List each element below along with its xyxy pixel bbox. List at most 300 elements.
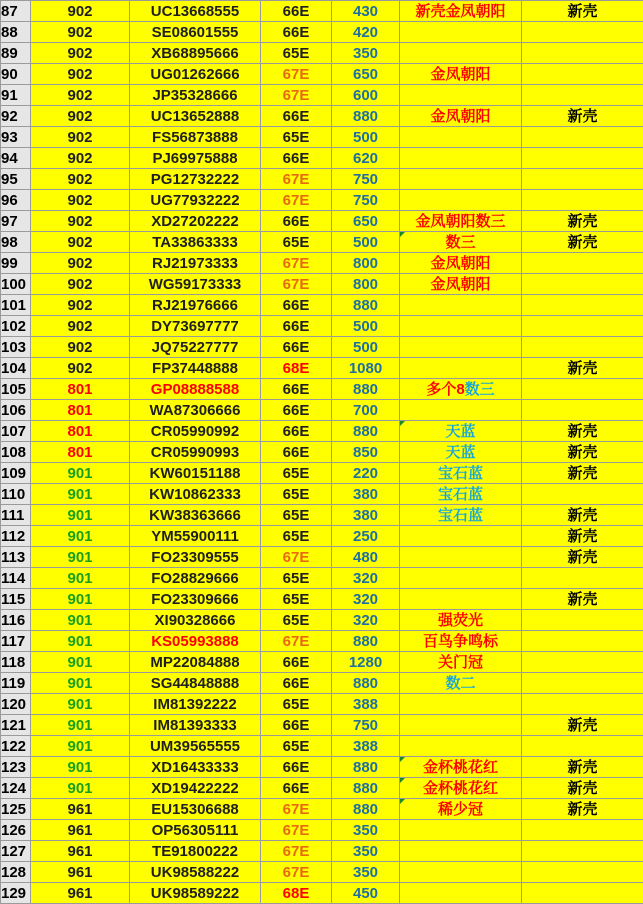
prefix-cell[interactable] — [31, 547, 130, 568]
price-cell[interactable] — [332, 421, 400, 442]
status-cell[interactable] — [522, 274, 643, 295]
row-header[interactable] — [1, 148, 31, 169]
status-cell[interactable] — [522, 316, 643, 337]
remark-cell[interactable] — [400, 85, 522, 106]
price-cell[interactable] — [332, 694, 400, 715]
remark-cell[interactable] — [400, 127, 522, 148]
code-cell[interactable] — [130, 820, 261, 841]
code-cell[interactable] — [130, 106, 261, 127]
model-cell[interactable] — [261, 631, 332, 652]
model-cell[interactable] — [261, 442, 332, 463]
row-header[interactable] — [1, 652, 31, 673]
price-cell[interactable] — [332, 106, 400, 127]
remark-cell[interactable] — [400, 463, 522, 484]
status-cell[interactable] — [522, 127, 643, 148]
status-cell[interactable] — [522, 526, 643, 547]
model-cell[interactable] — [261, 64, 332, 85]
model-cell[interactable] — [261, 22, 332, 43]
code-cell[interactable] — [130, 841, 261, 862]
status-cell[interactable] — [522, 610, 643, 631]
code-cell[interactable] — [130, 127, 261, 148]
row-header[interactable] — [1, 610, 31, 631]
prefix-cell[interactable] — [31, 295, 130, 316]
status-cell[interactable] — [522, 547, 643, 568]
prefix-cell[interactable] — [31, 862, 130, 883]
price-cell[interactable] — [332, 778, 400, 799]
status-cell[interactable] — [522, 694, 643, 715]
remark-cell[interactable] — [400, 547, 522, 568]
row-header[interactable] — [1, 631, 31, 652]
prefix-cell[interactable] — [31, 253, 130, 274]
model-cell[interactable] — [261, 337, 332, 358]
row-header[interactable] — [1, 337, 31, 358]
prefix-cell[interactable] — [31, 85, 130, 106]
code-cell[interactable] — [130, 232, 261, 253]
code-cell[interactable] — [130, 568, 261, 589]
price-cell[interactable] — [332, 64, 400, 85]
status-cell[interactable] — [522, 358, 643, 379]
status-cell[interactable] — [522, 232, 643, 253]
code-cell[interactable] — [130, 862, 261, 883]
status-cell[interactable] — [522, 400, 643, 421]
prefix-cell[interactable] — [31, 841, 130, 862]
row-header[interactable] — [1, 799, 31, 820]
code-cell[interactable] — [130, 148, 261, 169]
model-cell[interactable] — [261, 505, 332, 526]
code-cell[interactable] — [130, 673, 261, 694]
model-cell[interactable] — [261, 274, 332, 295]
prefix-cell[interactable] — [31, 64, 130, 85]
prefix-cell[interactable] — [31, 652, 130, 673]
price-cell[interactable] — [332, 148, 400, 169]
row-header[interactable] — [1, 547, 31, 568]
code-cell[interactable] — [130, 757, 261, 778]
price-cell[interactable] — [332, 505, 400, 526]
remark-cell[interactable] — [400, 190, 522, 211]
status-cell[interactable] — [522, 862, 643, 883]
remark-cell[interactable] — [400, 421, 522, 442]
status-cell[interactable] — [522, 652, 643, 673]
model-cell[interactable] — [261, 883, 332, 904]
prefix-cell[interactable] — [31, 778, 130, 799]
model-cell[interactable] — [261, 715, 332, 736]
status-cell[interactable] — [522, 190, 643, 211]
remark-cell[interactable] — [400, 211, 522, 232]
code-cell[interactable] — [130, 505, 261, 526]
status-cell[interactable] — [522, 148, 643, 169]
code-cell[interactable] — [130, 610, 261, 631]
model-cell[interactable] — [261, 295, 332, 316]
prefix-cell[interactable] — [31, 190, 130, 211]
model-cell[interactable] — [261, 190, 332, 211]
remark-cell[interactable] — [400, 358, 522, 379]
row-header[interactable] — [1, 379, 31, 400]
prefix-cell[interactable] — [31, 715, 130, 736]
remark-cell[interactable] — [400, 505, 522, 526]
prefix-cell[interactable] — [31, 211, 130, 232]
status-cell[interactable] — [522, 484, 643, 505]
prefix-cell[interactable] — [31, 484, 130, 505]
code-cell[interactable] — [130, 799, 261, 820]
row-header[interactable] — [1, 715, 31, 736]
price-cell[interactable] — [332, 295, 400, 316]
prefix-cell[interactable] — [31, 757, 130, 778]
code-cell[interactable] — [130, 64, 261, 85]
status-cell[interactable] — [522, 736, 643, 757]
model-cell[interactable] — [261, 778, 332, 799]
model-cell[interactable] — [261, 610, 332, 631]
status-cell[interactable] — [522, 64, 643, 85]
model-cell[interactable] — [261, 400, 332, 421]
model-cell[interactable] — [261, 463, 332, 484]
remark-cell[interactable] — [400, 715, 522, 736]
status-cell[interactable] — [522, 589, 643, 610]
model-cell[interactable] — [261, 547, 332, 568]
prefix-cell[interactable] — [31, 694, 130, 715]
status-cell[interactable] — [522, 631, 643, 652]
price-cell[interactable] — [332, 358, 400, 379]
code-cell[interactable] — [130, 463, 261, 484]
prefix-cell[interactable] — [31, 526, 130, 547]
status-cell[interactable] — [522, 778, 643, 799]
prefix-cell[interactable] — [31, 274, 130, 295]
prefix-cell[interactable] — [31, 22, 130, 43]
code-cell[interactable] — [130, 379, 261, 400]
code-cell[interactable] — [130, 589, 261, 610]
price-cell[interactable] — [332, 43, 400, 64]
code-cell[interactable] — [130, 694, 261, 715]
remark-cell[interactable] — [400, 379, 522, 400]
code-cell[interactable] — [130, 358, 261, 379]
row-header[interactable] — [1, 757, 31, 778]
row-header[interactable] — [1, 169, 31, 190]
remark-cell[interactable] — [400, 883, 522, 904]
remark-cell[interactable] — [400, 64, 522, 85]
row-header[interactable] — [1, 316, 31, 337]
model-cell[interactable] — [261, 526, 332, 547]
code-cell[interactable] — [130, 1, 261, 22]
code-cell[interactable] — [130, 169, 261, 190]
price-cell[interactable] — [332, 463, 400, 484]
price-cell[interactable] — [332, 337, 400, 358]
price-cell[interactable] — [332, 610, 400, 631]
prefix-cell[interactable] — [31, 736, 130, 757]
status-cell[interactable] — [522, 85, 643, 106]
price-cell[interactable] — [332, 526, 400, 547]
row-header[interactable] — [1, 274, 31, 295]
row-header[interactable] — [1, 736, 31, 757]
model-cell[interactable] — [261, 127, 332, 148]
remark-cell[interactable] — [400, 589, 522, 610]
price-cell[interactable] — [332, 211, 400, 232]
status-cell[interactable] — [522, 295, 643, 316]
model-cell[interactable] — [261, 421, 332, 442]
remark-cell[interactable] — [400, 841, 522, 862]
code-cell[interactable] — [130, 442, 261, 463]
code-cell[interactable] — [130, 295, 261, 316]
model-cell[interactable] — [261, 148, 332, 169]
status-cell[interactable] — [522, 43, 643, 64]
status-cell[interactable] — [522, 883, 643, 904]
model-cell[interactable] — [261, 799, 332, 820]
prefix-cell[interactable] — [31, 505, 130, 526]
remark-cell[interactable] — [400, 1, 522, 22]
remark-cell[interactable] — [400, 232, 522, 253]
price-cell[interactable] — [332, 568, 400, 589]
model-cell[interactable] — [261, 85, 332, 106]
price-cell[interactable] — [332, 85, 400, 106]
row-header[interactable] — [1, 43, 31, 64]
price-cell[interactable] — [332, 820, 400, 841]
prefix-cell[interactable] — [31, 820, 130, 841]
remark-cell[interactable] — [400, 631, 522, 652]
price-cell[interactable] — [332, 442, 400, 463]
prefix-cell[interactable] — [31, 589, 130, 610]
model-cell[interactable] — [261, 379, 332, 400]
row-header[interactable] — [1, 358, 31, 379]
price-cell[interactable] — [332, 22, 400, 43]
price-cell[interactable] — [332, 883, 400, 904]
model-cell[interactable] — [261, 862, 332, 883]
price-cell[interactable] — [332, 652, 400, 673]
model-cell[interactable] — [261, 484, 332, 505]
prefix-cell[interactable] — [31, 148, 130, 169]
row-header[interactable] — [1, 295, 31, 316]
row-header[interactable] — [1, 106, 31, 127]
remark-cell[interactable] — [400, 778, 522, 799]
prefix-cell[interactable] — [31, 799, 130, 820]
remark-cell[interactable] — [400, 274, 522, 295]
status-cell[interactable] — [522, 757, 643, 778]
row-header[interactable] — [1, 64, 31, 85]
prefix-cell[interactable] — [31, 883, 130, 904]
price-cell[interactable] — [332, 1, 400, 22]
model-cell[interactable] — [261, 253, 332, 274]
code-cell[interactable] — [130, 883, 261, 904]
price-cell[interactable] — [332, 379, 400, 400]
prefix-cell[interactable] — [31, 169, 130, 190]
code-cell[interactable] — [130, 547, 261, 568]
model-cell[interactable] — [261, 652, 332, 673]
row-header[interactable] — [1, 673, 31, 694]
status-cell[interactable] — [522, 379, 643, 400]
status-cell[interactable] — [522, 253, 643, 274]
model-cell[interactable] — [261, 673, 332, 694]
prefix-cell[interactable] — [31, 631, 130, 652]
price-cell[interactable] — [332, 736, 400, 757]
code-cell[interactable] — [130, 736, 261, 757]
code-cell[interactable] — [130, 778, 261, 799]
price-cell[interactable] — [332, 190, 400, 211]
prefix-cell[interactable] — [31, 43, 130, 64]
code-cell[interactable] — [130, 190, 261, 211]
remark-cell[interactable] — [400, 484, 522, 505]
code-cell[interactable] — [130, 253, 261, 274]
status-cell[interactable] — [522, 673, 643, 694]
prefix-cell[interactable] — [31, 127, 130, 148]
code-cell[interactable] — [130, 22, 261, 43]
row-header[interactable] — [1, 526, 31, 547]
price-cell[interactable] — [332, 673, 400, 694]
prefix-cell[interactable] — [31, 610, 130, 631]
row-header[interactable] — [1, 400, 31, 421]
code-cell[interactable] — [130, 316, 261, 337]
prefix-cell[interactable] — [31, 106, 130, 127]
prefix-cell[interactable] — [31, 232, 130, 253]
row-header[interactable] — [1, 883, 31, 904]
price-cell[interactable] — [332, 862, 400, 883]
status-cell[interactable] — [522, 820, 643, 841]
remark-cell[interactable] — [400, 442, 522, 463]
remark-cell[interactable] — [400, 22, 522, 43]
model-cell[interactable] — [261, 736, 332, 757]
status-cell[interactable] — [522, 106, 643, 127]
model-cell[interactable] — [261, 316, 332, 337]
remark-cell[interactable] — [400, 400, 522, 421]
model-cell[interactable] — [261, 106, 332, 127]
remark-cell[interactable] — [400, 526, 522, 547]
code-cell[interactable] — [130, 652, 261, 673]
price-cell[interactable] — [332, 589, 400, 610]
remark-cell[interactable] — [400, 694, 522, 715]
remark-cell[interactable] — [400, 295, 522, 316]
prefix-cell[interactable] — [31, 400, 130, 421]
price-cell[interactable] — [332, 232, 400, 253]
prefix-cell[interactable] — [31, 379, 130, 400]
code-cell[interactable] — [130, 211, 261, 232]
status-cell[interactable] — [522, 211, 643, 232]
prefix-cell[interactable] — [31, 673, 130, 694]
row-header[interactable] — [1, 85, 31, 106]
price-cell[interactable] — [332, 169, 400, 190]
code-cell[interactable] — [130, 484, 261, 505]
status-cell[interactable] — [522, 421, 643, 442]
code-cell[interactable] — [130, 526, 261, 547]
prefix-cell[interactable] — [31, 316, 130, 337]
model-cell[interactable] — [261, 841, 332, 862]
model-cell[interactable] — [261, 211, 332, 232]
status-cell[interactable] — [522, 715, 643, 736]
price-cell[interactable] — [332, 757, 400, 778]
prefix-cell[interactable] — [31, 337, 130, 358]
model-cell[interactable] — [261, 820, 332, 841]
remark-cell[interactable] — [400, 673, 522, 694]
remark-cell[interactable] — [400, 337, 522, 358]
model-cell[interactable] — [261, 43, 332, 64]
remark-cell[interactable] — [400, 106, 522, 127]
price-cell[interactable] — [332, 400, 400, 421]
price-cell[interactable] — [332, 253, 400, 274]
remark-cell[interactable] — [400, 610, 522, 631]
prefix-cell[interactable] — [31, 358, 130, 379]
prefix-cell[interactable] — [31, 421, 130, 442]
row-header[interactable] — [1, 568, 31, 589]
row-header[interactable] — [1, 505, 31, 526]
model-cell[interactable] — [261, 232, 332, 253]
row-header[interactable] — [1, 589, 31, 610]
remark-cell[interactable] — [400, 652, 522, 673]
remark-cell[interactable] — [400, 253, 522, 274]
remark-cell[interactable] — [400, 820, 522, 841]
price-cell[interactable] — [332, 631, 400, 652]
prefix-cell[interactable] — [31, 1, 130, 22]
model-cell[interactable] — [261, 589, 332, 610]
row-header[interactable] — [1, 841, 31, 862]
price-cell[interactable] — [332, 715, 400, 736]
price-cell[interactable] — [332, 484, 400, 505]
row-header[interactable] — [1, 421, 31, 442]
price-cell[interactable] — [332, 316, 400, 337]
code-cell[interactable] — [130, 43, 261, 64]
code-cell[interactable] — [130, 400, 261, 421]
remark-cell[interactable] — [400, 757, 522, 778]
prefix-cell[interactable] — [31, 463, 130, 484]
model-cell[interactable] — [261, 169, 332, 190]
model-cell[interactable] — [261, 568, 332, 589]
model-cell[interactable] — [261, 757, 332, 778]
row-header[interactable] — [1, 778, 31, 799]
status-cell[interactable] — [522, 505, 643, 526]
code-cell[interactable] — [130, 715, 261, 736]
price-cell[interactable] — [332, 547, 400, 568]
row-header[interactable] — [1, 190, 31, 211]
status-cell[interactable] — [522, 463, 643, 484]
remark-cell[interactable] — [400, 862, 522, 883]
remark-cell[interactable] — [400, 43, 522, 64]
row-header[interactable] — [1, 253, 31, 274]
price-cell[interactable] — [332, 274, 400, 295]
row-header[interactable] — [1, 1, 31, 22]
row-header[interactable] — [1, 442, 31, 463]
code-cell[interactable] — [130, 85, 261, 106]
row-header[interactable] — [1, 127, 31, 148]
status-cell[interactable] — [522, 1, 643, 22]
remark-cell[interactable] — [400, 148, 522, 169]
prefix-cell[interactable] — [31, 568, 130, 589]
price-cell[interactable] — [332, 841, 400, 862]
price-cell[interactable] — [332, 127, 400, 148]
row-header[interactable] — [1, 211, 31, 232]
status-cell[interactable] — [522, 22, 643, 43]
code-cell[interactable] — [130, 421, 261, 442]
row-header[interactable] — [1, 694, 31, 715]
code-cell[interactable] — [130, 337, 261, 358]
model-cell[interactable] — [261, 1, 332, 22]
remark-cell[interactable] — [400, 799, 522, 820]
status-cell[interactable] — [522, 568, 643, 589]
prefix-cell[interactable] — [31, 442, 130, 463]
remark-cell[interactable] — [400, 736, 522, 757]
status-cell[interactable] — [522, 799, 643, 820]
price-cell[interactable] — [332, 799, 400, 820]
row-header[interactable] — [1, 484, 31, 505]
remark-cell[interactable] — [400, 568, 522, 589]
row-header[interactable] — [1, 820, 31, 841]
row-header[interactable] — [1, 862, 31, 883]
row-header[interactable] — [1, 22, 31, 43]
code-cell[interactable] — [130, 274, 261, 295]
row-header[interactable] — [1, 463, 31, 484]
status-cell[interactable] — [522, 841, 643, 862]
remark-cell[interactable] — [400, 316, 522, 337]
remark-cell[interactable] — [400, 169, 522, 190]
model-cell[interactable] — [261, 694, 332, 715]
model-cell[interactable] — [261, 358, 332, 379]
code-cell[interactable] — [130, 631, 261, 652]
status-cell[interactable] — [522, 337, 643, 358]
row-header[interactable] — [1, 232, 31, 253]
status-cell[interactable] — [522, 442, 643, 463]
